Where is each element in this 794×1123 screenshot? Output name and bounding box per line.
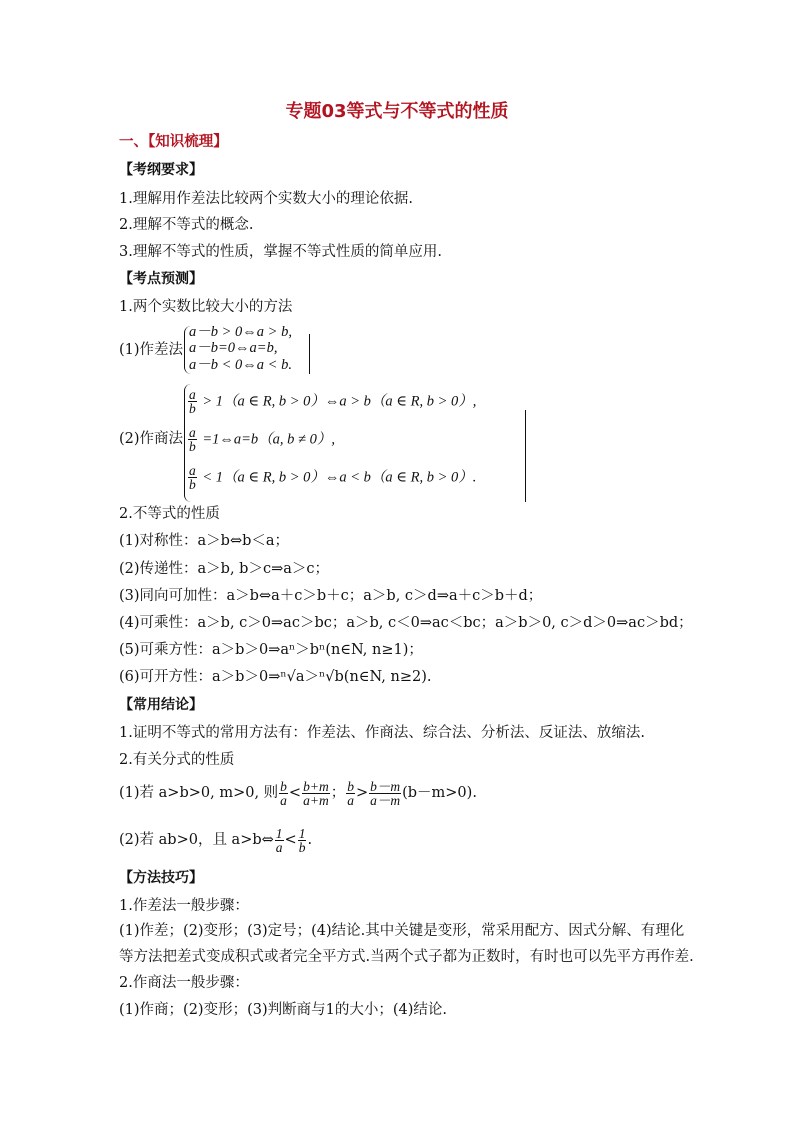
conclusion-item-1: 1.证明不等式的常用方法有：作差法、作商法、综合法、分析法、反证法、放缩法. <box>119 725 645 741</box>
page-title: 专题03等式与不等式的性质 <box>285 101 509 122</box>
diff-method-label: (1)作差法 <box>119 342 184 358</box>
prop-additivity: (3)同向可加性：a＞b⇔a＋c＞b＋c；a＞b, c＞d⇒a＋c＞b＋d； <box>119 588 543 604</box>
method-steps-1-line-2: 等方法把差式变成积式或者完全平方式.当两个式子都为正数时，有时也可以先平方再作差. <box>119 949 694 965</box>
prop-root: (6)可开方性：a＞b＞0⇒ⁿ√a＞ⁿ√b(n∈N, n≥2). <box>119 669 432 685</box>
method-steps-1-line-1: (1)作差；(2)变形；(3)定号；(4)结论.其中关键是变形，常采用配方、因式分解、有理化 <box>119 923 685 939</box>
quot-row-1 <box>187 388 476 415</box>
quot-row-2 <box>187 426 335 453</box>
heading-forecast: 【考点预测】 <box>119 271 203 287</box>
quot-right-bar <box>525 410 526 502</box>
method-item-1: 1.作差法一般步骤： <box>119 898 249 914</box>
conclusion-item-2: 2.有关分式的性质 <box>119 752 235 768</box>
exam-req-item-2: 2.理解不等式的概念. <box>119 217 254 233</box>
prop-transitivity: (2)传递性：a＞b, b＞c⇒a＞c； <box>119 561 330 577</box>
exam-req-item-1: 1.理解用作差法比较两个实数大小的理论依据. <box>119 191 413 207</box>
exam-req-item-3: 3.理解不等式的性质，掌握不等式性质的简单应用. <box>119 244 442 260</box>
forecast-item-2: 2.不等式的性质 <box>119 506 220 522</box>
method-item-2: 2.作商法一般步骤： <box>119 975 249 991</box>
quot-line-3: < 1（a ∈ R, b > 0）⇔a < b（a ∈ R, b > 0）. <box>202 469 477 486</box>
heading-methods: 【方法技巧】 <box>119 870 203 886</box>
quot-method-label: (2)作商法 <box>119 431 184 447</box>
heading-exam-requirements: 【考纲要求】 <box>119 162 203 178</box>
diff-right-bar <box>309 334 310 374</box>
quot-line-1: > 1（a ∈ R, b > 0）⇔a > b（a ∈ R, b > 0）, <box>202 393 477 410</box>
quot-frac-3: $\frac{a}{b}$ <box>189 463 196 492</box>
prop-symmetry: (1)对称性：a＞b⇔b＜a； <box>119 533 290 549</box>
method-steps-2: (1)作商；(2)变形；(3)判断商与1的大小；(4)结论. <box>119 1002 447 1018</box>
prop-multiplicativity: (4)可乘性：a＞b, c＞0⇒ac＞bc；a＞b, c＜0⇒ac＜bc；a＞b＞0, c＞d＞0⇒ac＞bd； <box>119 615 693 631</box>
diff-line-2: a－b=0⇔a=b, <box>189 340 278 356</box>
quot-frac-1: $\frac{a}{b}$ <box>189 387 196 416</box>
heading-conclusions: 【常用结论】 <box>119 697 203 713</box>
prop-power: (5)可乘方性：a＞b＞0⇒aⁿ＞bⁿ(n∈N, n≥1)； <box>119 642 423 658</box>
quot-line-2: =1⇔a=b（a, b ≠ 0）, <box>202 431 336 448</box>
section-knowledge: 一、【知识梳理】 <box>119 133 228 150</box>
fraction-property-1: (1)若 a>b>0, m>0, 则 $\frac{b}{a}$ < $\frac{b+m}{a+m}$ ； $\frac{b}{a}$ > $\frac{b-m}{a-m}$ (b－m>0). <box>119 778 477 808</box>
quot-row-3 <box>187 464 476 491</box>
diff-line-1: a－b > 0⇔a > b, <box>189 324 292 340</box>
fraction-property-2: (2)若 ab>0，且 a>b⇔ $\frac{1}{a}$ < $\frac{1}{b}$ . <box>119 825 313 855</box>
forecast-item-1: 1.两个实数比较大小的方法 <box>119 299 293 315</box>
quot-frac-2: $\frac{a}{b}$ <box>189 425 196 454</box>
diff-line-3: a－b < 0⇔a < b. <box>189 357 292 373</box>
